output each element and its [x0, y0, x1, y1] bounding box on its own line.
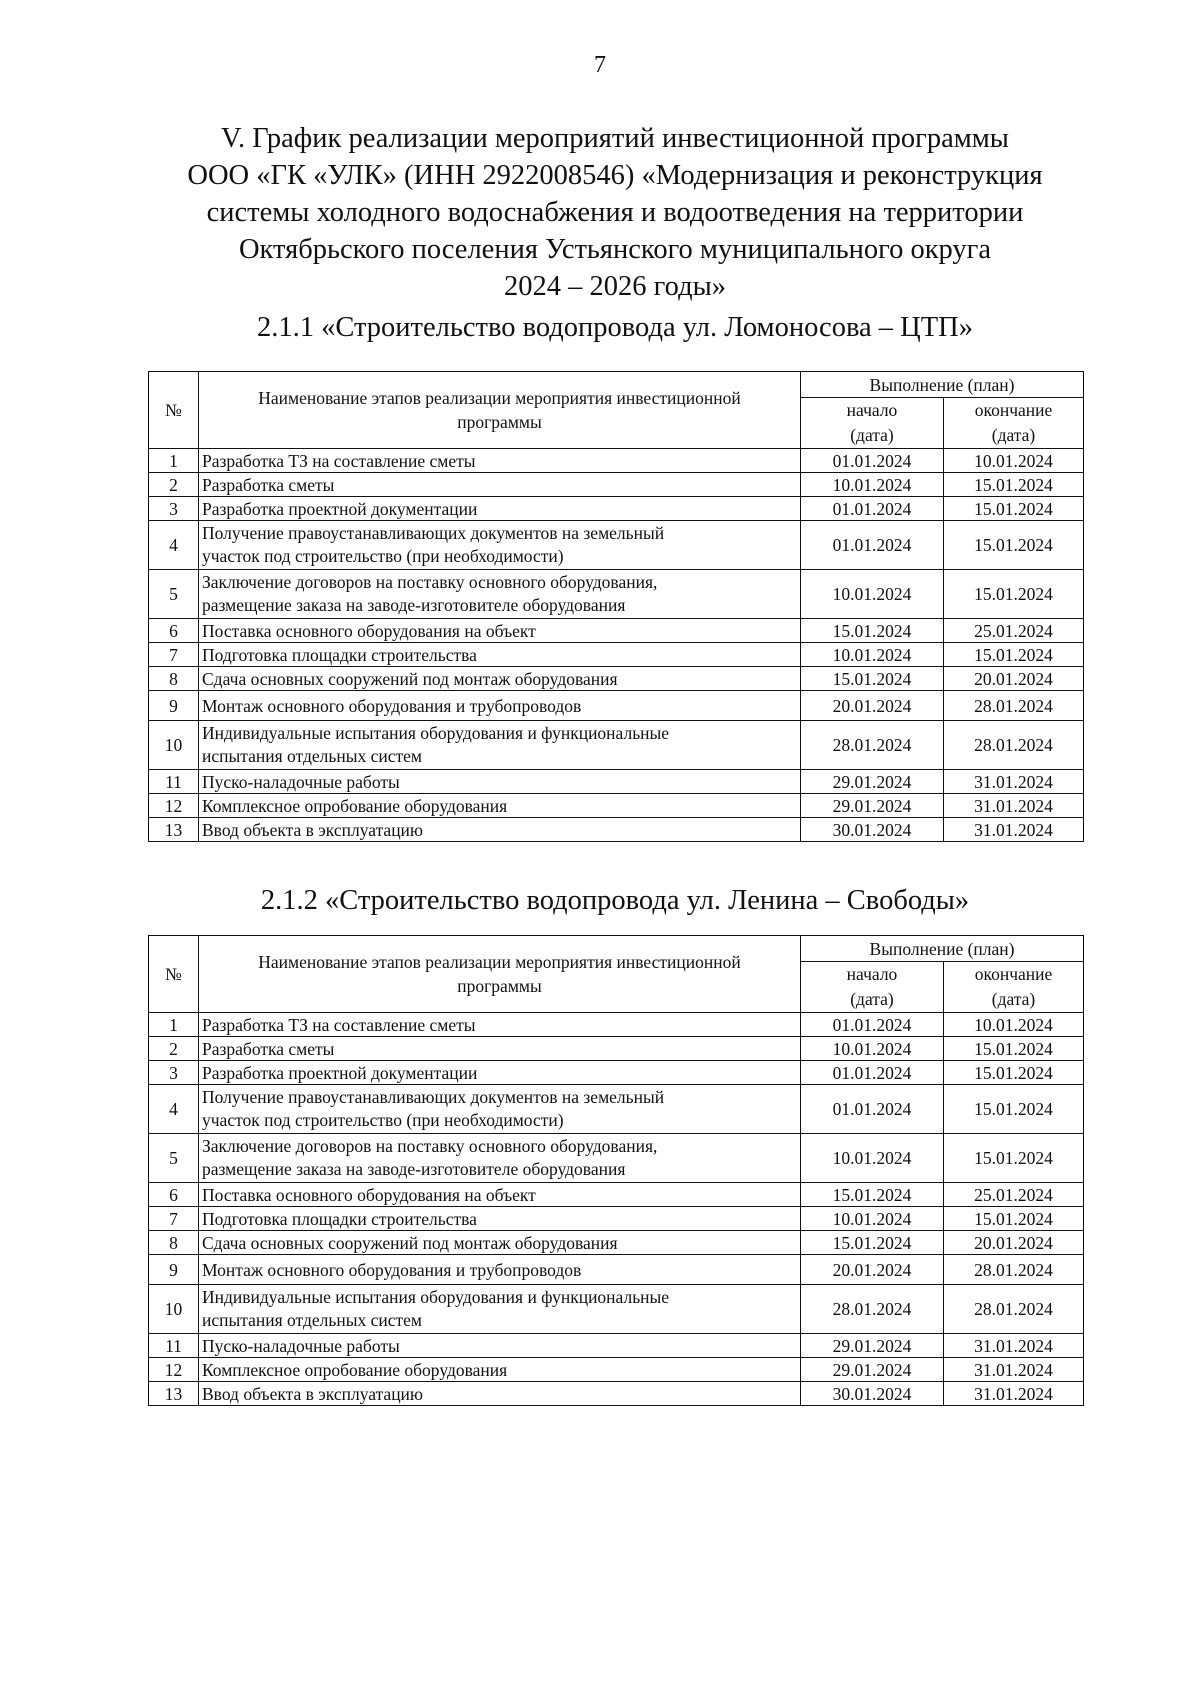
- table-row: [149, 1207, 1084, 1231]
- start-date: 30.01.2024: [801, 1382, 944, 1406]
- end-date: 15.01.2024: [944, 1037, 1084, 1061]
- stage-name-line: участок под строительство (при необходимости): [202, 1110, 564, 1130]
- row-number: 8: [149, 1231, 199, 1255]
- row-number: 13: [149, 818, 199, 842]
- stage-name-line: размещение заказа на заводе-изготовителе оборудования: [202, 595, 626, 615]
- stage-name: [199, 619, 801, 643]
- table-row: [149, 619, 1084, 643]
- stage-name: [199, 1285, 801, 1334]
- stage-name-line: Получение правоустанавливающих документов на земельный: [202, 523, 665, 543]
- header-end: [944, 962, 1084, 1013]
- stage-name-line: Комплексное опробование оборудования: [202, 1359, 508, 1380]
- start-date: 15.01.2024: [801, 619, 944, 643]
- table-row: [149, 667, 1084, 691]
- header-end-line: (дата): [991, 425, 1036, 445]
- row-number: 4: [149, 521, 199, 570]
- table-row: [149, 818, 1084, 842]
- end-date: 15.01.2024: [944, 643, 1084, 667]
- end-date: 28.01.2024: [944, 1285, 1084, 1334]
- header-start-line: (дата): [850, 989, 894, 1009]
- start-date: 28.01.2024: [801, 1285, 944, 1334]
- header-end: [944, 398, 1084, 449]
- end-date: 31.01.2024: [944, 1382, 1084, 1406]
- stage-name: [199, 1134, 801, 1183]
- stage-name: [199, 1231, 801, 1255]
- row-number: 9: [149, 691, 199, 721]
- end-date: 31.01.2024: [944, 770, 1084, 794]
- header-stage-name-line: Наименование этапов реализации мероприятия инвестиционной: [258, 952, 741, 972]
- end-date: 31.01.2024: [944, 818, 1084, 842]
- end-date: 31.01.2024: [944, 794, 1084, 818]
- stage-name-line: Получение правоустанавливающих документов на земельный: [202, 1087, 665, 1107]
- header-stage-name: [199, 936, 801, 1013]
- header-start-line: начало: [846, 964, 898, 984]
- stage-name-line: участок под строительство (при необходимости): [202, 546, 564, 566]
- stage-name: [199, 1382, 801, 1406]
- stage-name-line: Поставка основного оборудования на объект: [202, 1184, 536, 1205]
- stage-name-line: Разработка ТЗ на составление сметы: [202, 1014, 476, 1035]
- stage-name-line: размещение заказа на заводе-изготовителе оборудования: [202, 1159, 626, 1179]
- table-row: [149, 721, 1084, 770]
- stage-name-line: Пуско-наладочные работы: [202, 771, 400, 792]
- start-date: 10.01.2024: [801, 643, 944, 667]
- start-date: 10.01.2024: [801, 1037, 944, 1061]
- table-row: [149, 1183, 1084, 1207]
- stage-name: [199, 1037, 801, 1061]
- stage-name-line: Разработка сметы: [202, 1038, 335, 1059]
- row-number: 12: [149, 1358, 199, 1382]
- stage-name: [199, 770, 801, 794]
- table-row: [149, 1358, 1084, 1382]
- stage-name-line: Пуско-наладочные работы: [202, 1335, 400, 1356]
- stage-name-line: Сдача основных сооружений под монтаж оборудования: [202, 1232, 618, 1253]
- title-line: системы холодного водоснабжения и водоотведения на территории: [206, 197, 1024, 228]
- start-date: 10.01.2024: [801, 570, 944, 619]
- section-heading: 2.1.2 «Строительство водопровода ул. Ленина – Свободы»: [260, 885, 970, 916]
- table-row: [149, 570, 1084, 619]
- header-end-line: окончание: [974, 964, 1053, 984]
- row-number: 9: [149, 1255, 199, 1285]
- stage-name: [199, 667, 801, 691]
- header-stage-name-line: программы: [457, 412, 542, 432]
- schedule-body: [149, 449, 1084, 842]
- schedule-table: [148, 935, 1084, 1406]
- stage-name-line: Ввод объекта в эксплуатацию: [202, 1383, 423, 1404]
- stage-name-line: Монтаж основного оборудования и трубопроводов: [202, 695, 582, 716]
- start-date: 10.01.2024: [801, 1134, 944, 1183]
- stage-name: [199, 497, 801, 521]
- row-number: 12: [149, 794, 199, 818]
- row-number: 13: [149, 1382, 199, 1406]
- row-number: 7: [149, 1207, 199, 1231]
- header-num: №: [149, 372, 199, 449]
- header-num: №: [149, 936, 199, 1013]
- start-date: 15.01.2024: [801, 667, 944, 691]
- stage-name: [199, 643, 801, 667]
- stage-name-line: Индивидуальные испытания оборудования и функциональные: [202, 1287, 670, 1307]
- row-number: 4: [149, 1085, 199, 1134]
- page-title: [100, 120, 1130, 305]
- stage-name-line: Разработка проектной документации: [202, 1062, 478, 1083]
- start-date: 01.01.2024: [801, 1085, 944, 1134]
- end-date: 28.01.2024: [944, 691, 1084, 721]
- table-row: [149, 643, 1084, 667]
- table-row: [149, 794, 1084, 818]
- stage-name-line: Разработка сметы: [202, 474, 335, 495]
- row-number: 1: [149, 449, 199, 473]
- stage-name-line: испытания отдельных систем: [202, 1310, 422, 1330]
- row-number: 11: [149, 1334, 199, 1358]
- row-number: 2: [149, 1037, 199, 1061]
- row-number: 3: [149, 497, 199, 521]
- start-date: 01.01.2024: [801, 497, 944, 521]
- table-row: [149, 521, 1084, 570]
- start-date: 28.01.2024: [801, 721, 944, 770]
- row-number: 5: [149, 1134, 199, 1183]
- schedule-body: [149, 1013, 1084, 1406]
- table-row: [149, 1285, 1084, 1334]
- stage-name: [199, 1061, 801, 1085]
- end-date: 20.01.2024: [944, 667, 1084, 691]
- header-stage-name-line: Наименование этапов реализации мероприятия инвестиционной: [258, 388, 741, 408]
- row-number: 10: [149, 721, 199, 770]
- end-date: 28.01.2024: [944, 721, 1084, 770]
- end-date: 15.01.2024: [944, 497, 1084, 521]
- stage-name: [199, 1085, 801, 1134]
- stage-name-line: Индивидуальные испытания оборудования и функциональные: [202, 723, 670, 743]
- start-date: 20.01.2024: [801, 1255, 944, 1285]
- page-number: 7: [594, 52, 606, 78]
- row-number: 6: [149, 1183, 199, 1207]
- table-row: [149, 1134, 1084, 1183]
- stage-name: [199, 794, 801, 818]
- table-row: [149, 1085, 1084, 1134]
- stage-name: [199, 1334, 801, 1358]
- title-line: 2024 – 2026 годы»: [504, 271, 726, 302]
- start-date: 01.01.2024: [801, 521, 944, 570]
- row-number: 10: [149, 1285, 199, 1334]
- start-date: 29.01.2024: [801, 770, 944, 794]
- header-start-line: (дата): [850, 425, 894, 445]
- title-line: ООО «ГК «УЛК» (ИНН 2922008546) «Модернизация и реконструкция: [187, 160, 1043, 191]
- row-number: 3: [149, 1061, 199, 1085]
- row-number: 7: [149, 643, 199, 667]
- table-row: [149, 497, 1084, 521]
- end-date: 25.01.2024: [944, 1183, 1084, 1207]
- stage-name: [199, 1183, 801, 1207]
- end-date: 31.01.2024: [944, 1358, 1084, 1382]
- table-row: [149, 449, 1084, 473]
- header-stage-name-line: программы: [457, 976, 542, 996]
- end-date: 15.01.2024: [944, 570, 1084, 619]
- stage-name: [199, 473, 801, 497]
- header-execution: Выполнение (план): [801, 372, 1084, 398]
- stage-name: [199, 818, 801, 842]
- stage-name-line: испытания отдельных систем: [202, 746, 422, 766]
- start-date: 10.01.2024: [801, 473, 944, 497]
- header-start: [801, 962, 944, 1013]
- start-date: 10.01.2024: [801, 1207, 944, 1231]
- start-date: 01.01.2024: [801, 449, 944, 473]
- stage-name: [199, 570, 801, 619]
- stage-name-line: Поставка основного оборудования на объект: [202, 620, 536, 641]
- stage-name: [199, 449, 801, 473]
- table-row: [149, 1037, 1084, 1061]
- table-row: [149, 1061, 1084, 1085]
- schedule-table: [148, 371, 1084, 842]
- start-date: 29.01.2024: [801, 794, 944, 818]
- header-stage-name: [199, 372, 801, 449]
- row-number: 8: [149, 667, 199, 691]
- start-date: 29.01.2024: [801, 1334, 944, 1358]
- end-date: 10.01.2024: [944, 1013, 1084, 1037]
- end-date: 15.01.2024: [944, 1085, 1084, 1134]
- title-line: Октябрьского поселения Устьянского муниципального округа: [238, 234, 992, 265]
- stage-name: [199, 691, 801, 721]
- stage-name-line: Сдача основных сооружений под монтаж оборудования: [202, 668, 618, 689]
- header-end-line: (дата): [991, 989, 1036, 1009]
- end-date: 15.01.2024: [944, 1207, 1084, 1231]
- stage-name-line: Ввод объекта в эксплуатацию: [202, 819, 423, 840]
- stage-name-line: Разработка ТЗ на составление сметы: [202, 450, 476, 471]
- stage-name: [199, 1358, 801, 1382]
- table-row: [149, 1255, 1084, 1285]
- stage-name: [199, 1255, 801, 1285]
- end-date: 20.01.2024: [944, 1231, 1084, 1255]
- header-start: [801, 398, 944, 449]
- end-date: 15.01.2024: [944, 521, 1084, 570]
- start-date: 01.01.2024: [801, 1013, 944, 1037]
- table-row: [149, 1334, 1084, 1358]
- table-row: [149, 691, 1084, 721]
- stage-name-line: Подготовка площадки строительства: [202, 644, 477, 665]
- row-number: 11: [149, 770, 199, 794]
- end-date: 15.01.2024: [944, 473, 1084, 497]
- start-date: 15.01.2024: [801, 1231, 944, 1255]
- stage-name: [199, 721, 801, 770]
- start-date: 30.01.2024: [801, 818, 944, 842]
- end-date: 25.01.2024: [944, 619, 1084, 643]
- table-row: [149, 1382, 1084, 1406]
- end-date: 31.01.2024: [944, 1334, 1084, 1358]
- row-number: 1: [149, 1013, 199, 1037]
- header-execution: Выполнение (план): [801, 936, 1084, 962]
- stage-name-line: Комплексное опробование оборудования: [202, 795, 508, 816]
- stage-name-line: Монтаж основного оборудования и трубопроводов: [202, 1259, 582, 1280]
- start-date: 20.01.2024: [801, 691, 944, 721]
- table-row: [149, 473, 1084, 497]
- start-date: 01.01.2024: [801, 1061, 944, 1085]
- end-date: 28.01.2024: [944, 1255, 1084, 1285]
- row-number: 5: [149, 570, 199, 619]
- table-row: [149, 1231, 1084, 1255]
- stage-name-line: Разработка проектной документации: [202, 498, 478, 519]
- end-date: 15.01.2024: [944, 1061, 1084, 1085]
- stage-name-line: Заключение договоров на поставку основного оборудования,: [202, 572, 658, 592]
- header-end-line: окончание: [974, 400, 1053, 420]
- end-date: 15.01.2024: [944, 1134, 1084, 1183]
- header-start-line: начало: [846, 400, 898, 420]
- stage-name-line: Подготовка площадки строительства: [202, 1208, 477, 1229]
- end-date: 10.01.2024: [944, 449, 1084, 473]
- stage-name: [199, 521, 801, 570]
- stage-name: [199, 1013, 801, 1037]
- row-number: 2: [149, 473, 199, 497]
- start-date: 29.01.2024: [801, 1358, 944, 1382]
- row-number: 6: [149, 619, 199, 643]
- table-row: [149, 770, 1084, 794]
- stage-name: [199, 1207, 801, 1231]
- start-date: 15.01.2024: [801, 1183, 944, 1207]
- section-heading: 2.1.1 «Строительство водопровода ул. Ломоносова – ЦТП»: [256, 312, 974, 343]
- title-line: V. График реализации мероприятий инвестиционной программы: [221, 123, 1009, 154]
- stage-name-line: Заключение договоров на поставку основного оборудования,: [202, 1136, 658, 1156]
- table-row: [149, 1013, 1084, 1037]
